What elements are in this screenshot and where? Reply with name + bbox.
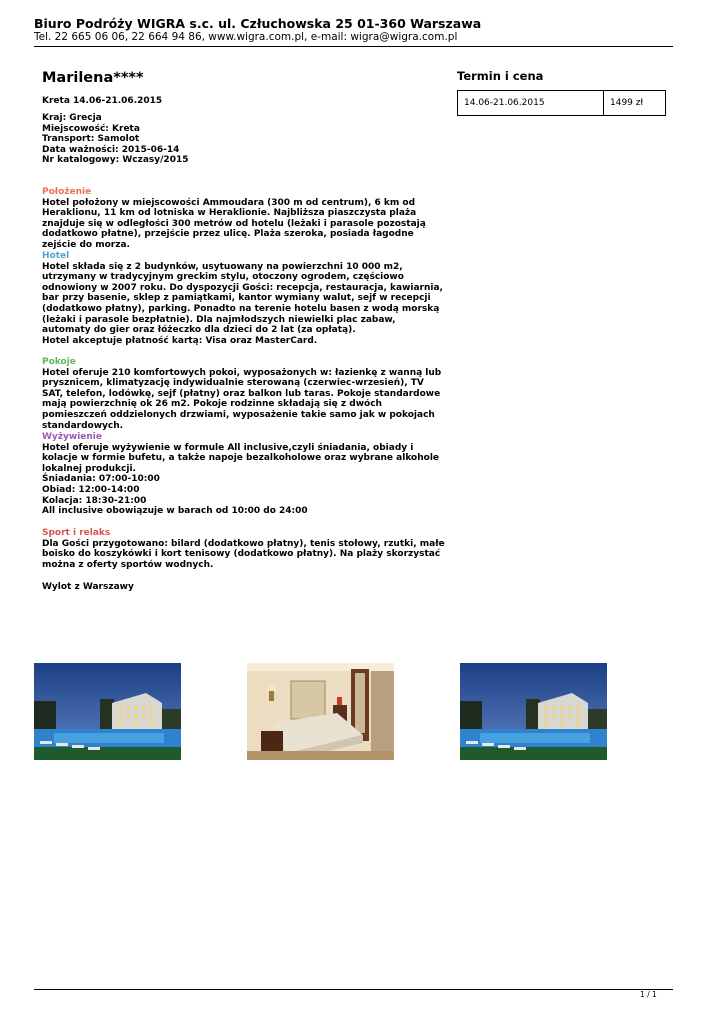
hotel-pool-photo [34,663,181,760]
fact-catalog-no: Nr katalogowy: Wczasy/2015 [42,155,189,165]
paragraph: Kolacja: 18:30-21:00 [42,495,147,506]
paragraph: Hotel składa się z 2 budynków, usytuowany na powierzchni 10 000 m2, utrzymany w tradycyjnym greckim stylu, otoczony ogrodem, częściowo odnowiony w 2007 roku. Do dyspozycji Gości: recepcja, restauracja, kawiarnia, bar przy basenie, sklep z pamiątkami, kantor wymiany walut, sejf w recepcji (dodatkowo płatny), parking. Ponadto na terenie hotelu basen z wodą morską (leżaki i parasole bezpłatnie). Dla najmłodszych niewielki plac zabaw, automaty do gier oraz łóżeczko dla dzieci do 2 lat (za opłatą). [42,261,443,336]
section-body [42,368,447,432]
price-amount-cell: 1499 zł [610,98,644,108]
price-date-cell: 14.06-21.06.2015 [458,91,604,115]
hotel-room-photo [247,663,394,760]
section-body [42,443,447,517]
section-heading: Wyżywienie [42,432,102,442]
price-section-title: Termin i cena [457,69,544,83]
section-heading: Hotel [42,251,70,261]
fact-country: Kraj: Grecja [42,113,102,123]
section-heading: Sport i relaks [42,528,111,538]
page-number: 1 / 1 [640,990,657,999]
paragraph: Śniadania: 07:00-10:00 [42,474,160,485]
hotel-pool-photo [460,663,607,760]
fact-valid-date: Data ważności: 2015-06-14 [42,144,180,155]
hotel-title: Marilena**** [42,70,144,86]
price-table [457,90,666,116]
fact-place: Miejscowość: Kreta [42,123,140,134]
section-rooms [42,357,447,431]
section-board [42,432,447,517]
section-heading: Pokoje [42,357,76,367]
paragraph: Obiad: 12:00-14:00 [42,484,140,495]
paragraph: Hotel akceptuje płatność kartą: Visa oraz MasterCard. [42,335,318,346]
footer-divider [34,989,673,990]
header-divider [34,46,673,47]
paragraph: Dla Gości przygotowano: bilard (dodatkowo płatny), tenis stołowy, rzutki, małe boisko do koszykówki i kort tenisowy (dodatkowo płatny). Na plaży skorzystać można z oferty sportów wodnych. [42,538,445,570]
departure-info: Wylot z Warszawy [42,582,134,592]
section-body [42,262,447,347]
section-sport [42,528,447,570]
paragraph: Hotel oferuje wyżywienie w formule All inclusive,czyli śniadania, obiady i kolacje w formie bufetu, a także napoje bezalkoholowe oraz wybrane alkohole lokalnej produkcji. [42,442,440,474]
paragraph: All inclusive obowiązuje w barach od 10:00 do 24:00 [42,506,308,517]
paragraph: Hotel położony w miejscowości Ammoudara (300 m od centrum), 6 km od Heraklionu, 11 km od lotniska w Heraklionie. Najbliższa piaszczysta plaża znajduje się w odległości 300 metrów od hotelu (leżaki i parasole pozostają dodatkowo płatne), przejście przez ulicę. Plaża szeroka, posiada łagodne zejście do morza. [42,197,426,250]
trip-summary: Kreta 14.06-21.06.2015 [42,96,163,106]
section-body [42,198,447,251]
company-name: Biuro Podróży WIGRA s.c. ul. Człuchowska 25 01-360 Warszawa [34,16,482,31]
section-location [42,187,447,251]
fact-transport: Transport: Samolot [42,134,140,144]
company-contact: Tel. 22 665 06 06, 22 664 94 86, www.wigra.com.pl, e-mail: wigra@wigra.com.pl [34,31,458,43]
offer-facts [42,113,188,166]
paragraph: Hotel oferuje 210 komfortowych pokoi, wyposażonych w: łazienkę z wanną lub prysznicem, klimatyzację indywidualnie sterowaną (czerwiec-wrzesień), TV SAT, telefon, lodówkę, sejf (płatny) oraz balkon lub taras. Pokoje standardowe mają powierzchnię ok 26 m2. Pokoje rodzinne składają się z dwóch pomieszczeń oddzielonych drzwiami, wyposażenie takie samo jak w pokojach standardowych. [42,367,442,431]
section-heading: Położenie [42,187,92,197]
section-hotel [42,251,447,346]
section-body [42,539,447,571]
